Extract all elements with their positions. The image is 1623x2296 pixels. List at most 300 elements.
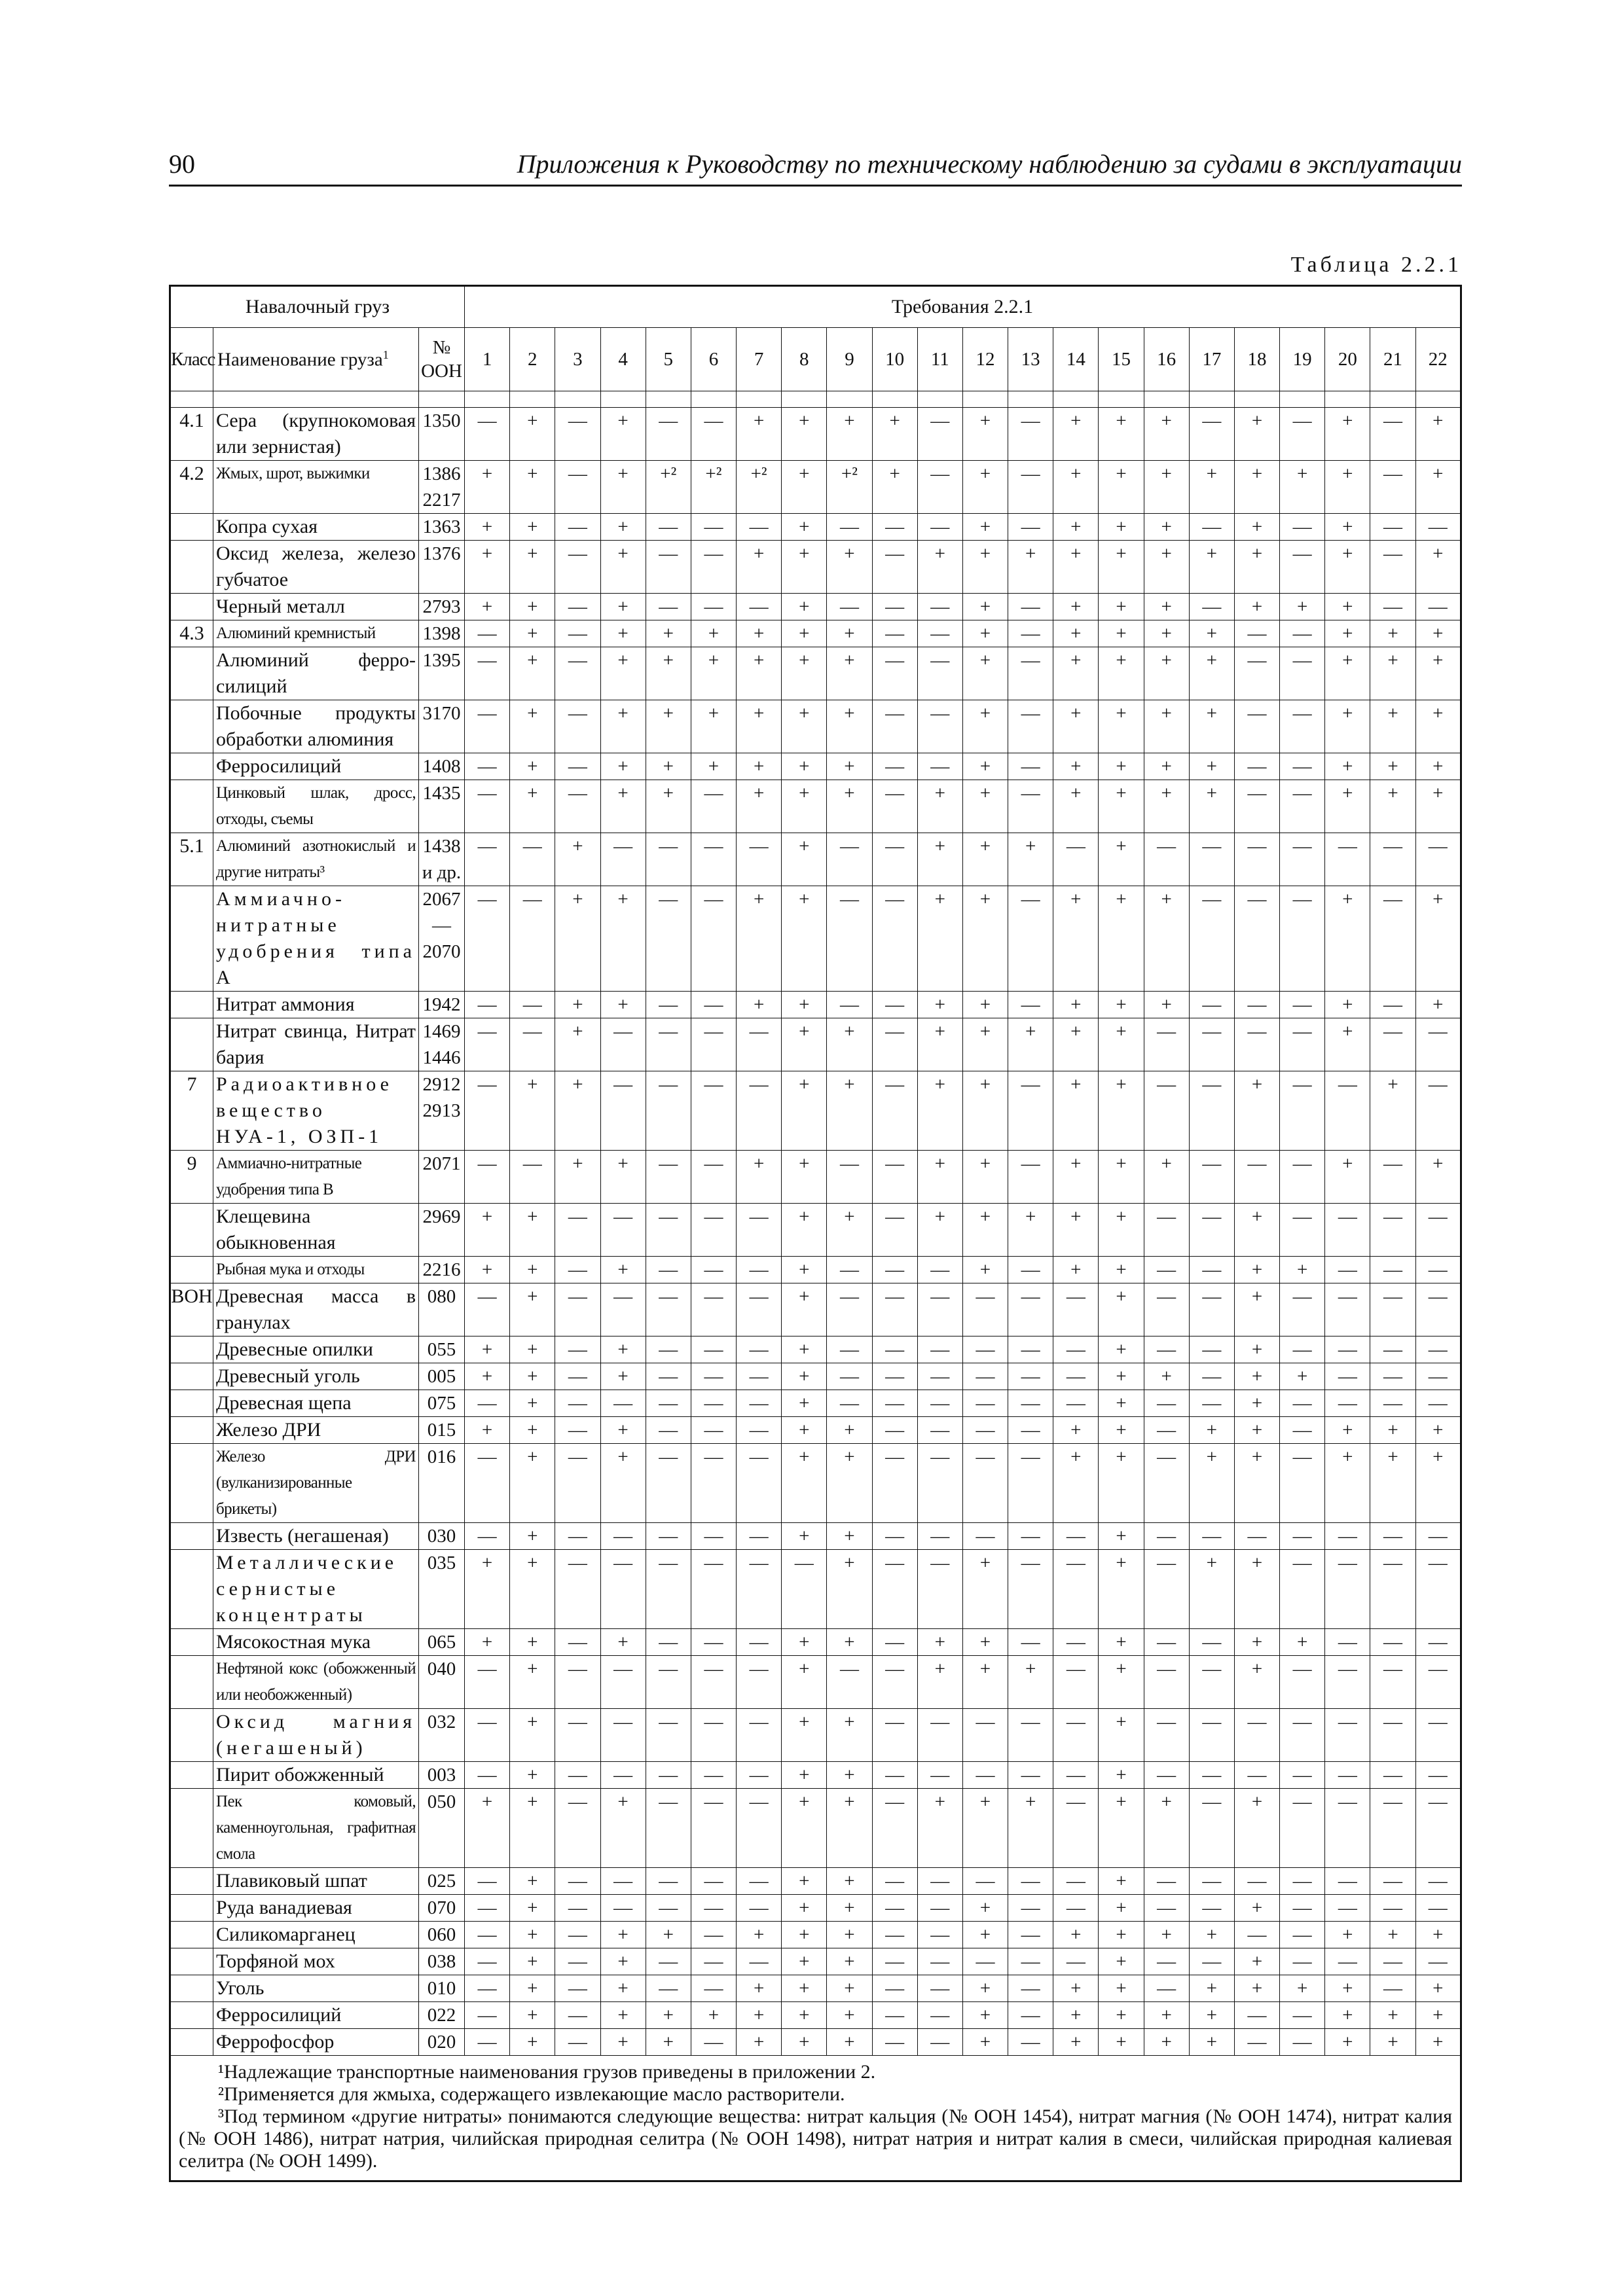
table-row xyxy=(170,620,1461,647)
cell-req-5: — xyxy=(646,1283,691,1336)
column-header-req-15: 15 xyxy=(1099,328,1144,391)
cell-req-20: — xyxy=(1325,1390,1370,1417)
cell-req-16: — xyxy=(1144,1444,1189,1523)
cell-un-number: 2071 xyxy=(419,1151,465,1204)
cell-req-19: — xyxy=(1280,833,1325,886)
cell-req-16: — xyxy=(1144,1656,1189,1709)
cell-req-21: — xyxy=(1370,1762,1415,1789)
spacer-cell xyxy=(646,391,691,408)
cell-req-9: + xyxy=(827,541,872,594)
cell-req-3: — xyxy=(555,1417,600,1444)
cell-req-11: — xyxy=(917,1948,962,1975)
cell-req-1: — xyxy=(465,1390,510,1417)
footnote-1: ¹Надлежащие транспортные наименования грузов приведены в приложении 2. xyxy=(218,2061,876,2083)
cell-req-11: + xyxy=(917,1629,962,1656)
cell-req-1: — xyxy=(465,833,510,886)
cell-req-8: + xyxy=(782,1948,827,1975)
cell-req-21: + xyxy=(1370,700,1415,753)
cell-req-14: — xyxy=(1053,1390,1099,1417)
cell-req-8: + xyxy=(782,1363,827,1390)
cell-req-10: + xyxy=(872,461,917,514)
cell-req-11: — xyxy=(917,1709,962,1762)
cell-req-16: — xyxy=(1144,1975,1189,2002)
cell-req-14: + xyxy=(1053,461,1099,514)
cell-req-10: — xyxy=(872,594,917,620)
cell-req-7: — xyxy=(737,594,782,620)
cell-req-4: + xyxy=(600,780,646,833)
cell-req-12: — xyxy=(962,1523,1008,1550)
cell-req-10: — xyxy=(872,514,917,541)
cell-req-5: — xyxy=(646,1204,691,1257)
cell-req-15: + xyxy=(1099,833,1144,886)
cell-req-2: + xyxy=(510,1363,555,1390)
cell-req-11: + xyxy=(917,1656,962,1709)
cell-req-13: — xyxy=(1008,461,1053,514)
cell-cargo-name: Рыбная мука и отходы xyxy=(213,1257,419,1283)
cell-req-18: + xyxy=(1234,1948,1279,1975)
cell-req-1: + xyxy=(465,1550,510,1629)
cell-req-13: — xyxy=(1008,1550,1053,1629)
cell-req-1: — xyxy=(465,1071,510,1151)
cell-req-11: — xyxy=(917,753,962,780)
cell-req-15: + xyxy=(1099,1283,1144,1336)
cell-req-12: + xyxy=(962,1018,1008,1071)
cell-req-14: + xyxy=(1053,594,1099,620)
cell-req-5: — xyxy=(646,1336,691,1363)
cell-req-14: — xyxy=(1053,1948,1099,1975)
cell-req-5: — xyxy=(646,541,691,594)
cell-req-10: — xyxy=(872,1789,917,1868)
cell-req-1: — xyxy=(465,1283,510,1336)
cell-req-17: + xyxy=(1189,541,1234,594)
cell-req-19: — xyxy=(1280,1151,1325,1204)
cell-cargo-name: Древесный уголь xyxy=(213,1363,419,1390)
table-row xyxy=(170,408,1461,461)
cell-req-3: — xyxy=(555,1336,600,1363)
column-header-req-16: 16 xyxy=(1144,328,1189,391)
cell-req-21: — xyxy=(1370,1550,1415,1629)
cell-req-16: — xyxy=(1144,1257,1189,1283)
cell-req-16: — xyxy=(1144,1868,1189,1895)
cell-req-19: — xyxy=(1280,992,1325,1018)
cell-req-8: + xyxy=(782,1283,827,1336)
cell-req-10: — xyxy=(872,1975,917,2002)
cell-req-4: — xyxy=(600,1390,646,1417)
table-row xyxy=(170,700,1461,753)
cell-req-13: — xyxy=(1008,1390,1053,1417)
cell-cargo-name: Цинковый шлак, дросс, отходы, съемы xyxy=(213,780,419,833)
cell-req-22: — xyxy=(1415,1868,1461,1895)
cell-req-19: — xyxy=(1280,1656,1325,1709)
cell-req-7: + xyxy=(737,2029,782,2056)
cell-req-17: — xyxy=(1189,1390,1234,1417)
cell-req-20: + xyxy=(1325,886,1370,992)
cell-req-22: — xyxy=(1415,1656,1461,1709)
cell-req-16: + xyxy=(1144,514,1189,541)
cell-class xyxy=(170,753,213,780)
cell-req-14: + xyxy=(1053,753,1099,780)
cell-req-1: — xyxy=(465,647,510,700)
cell-req-1: — xyxy=(465,408,510,461)
cell-req-20: — xyxy=(1325,1948,1370,1975)
cell-req-10: — xyxy=(872,1283,917,1336)
cell-req-6: — xyxy=(691,992,736,1018)
cell-req-1: — xyxy=(465,1444,510,1523)
cell-req-8: + xyxy=(782,1390,827,1417)
cell-req-16: — xyxy=(1144,1550,1189,1629)
cell-req-16: — xyxy=(1144,1390,1189,1417)
cell-req-6: — xyxy=(691,1336,736,1363)
cell-req-4: — xyxy=(600,1762,646,1789)
cell-req-10: — xyxy=(872,700,917,753)
cell-req-18: — xyxy=(1234,1922,1279,1948)
cell-req-13: + xyxy=(1008,1656,1053,1709)
cell-req-9: — xyxy=(827,992,872,1018)
cell-req-2: — xyxy=(510,1018,555,1071)
cell-req-19: — xyxy=(1280,886,1325,992)
cell-req-21: + xyxy=(1370,620,1415,647)
cell-req-16: + xyxy=(1144,1789,1189,1868)
cell-req-3: — xyxy=(555,753,600,780)
cell-req-19: — xyxy=(1280,1762,1325,1789)
cell-req-19: — xyxy=(1280,2029,1325,2056)
cell-req-13: — xyxy=(1008,1071,1053,1151)
cell-req-5: — xyxy=(646,514,691,541)
cell-req-18: — xyxy=(1234,992,1279,1018)
cell-req-3: — xyxy=(555,594,600,620)
cell-req-17: — xyxy=(1189,1204,1234,1257)
cell-req-6: — xyxy=(691,1868,736,1895)
cell-req-5: — xyxy=(646,992,691,1018)
table-row xyxy=(170,1709,1461,1762)
spacer-cell xyxy=(1053,391,1099,408)
cell-req-12: + xyxy=(962,1656,1008,1709)
cell-req-6: — xyxy=(691,1257,736,1283)
cell-req-10: — xyxy=(872,1629,917,1656)
cell-req-14: + xyxy=(1053,620,1099,647)
cell-req-16: + xyxy=(1144,620,1189,647)
cell-req-6: — xyxy=(691,1523,736,1550)
cell-req-15: + xyxy=(1099,1336,1144,1363)
cell-req-14: — xyxy=(1053,1709,1099,1762)
cell-req-20: — xyxy=(1325,1656,1370,1709)
cell-req-20: — xyxy=(1325,1363,1370,1390)
cell-req-19: — xyxy=(1280,1868,1325,1895)
cell-req-6: — xyxy=(691,1975,736,2002)
cell-req-4: — xyxy=(600,1550,646,1629)
cell-req-7: — xyxy=(737,1018,782,1071)
cell-req-22: + xyxy=(1415,1975,1461,2002)
cell-req-16: — xyxy=(1144,1283,1189,1336)
cell-cargo-name: Железо ДРИ xyxy=(213,1417,419,1444)
cell-req-4: + xyxy=(600,1151,646,1204)
cell-req-4: + xyxy=(600,992,646,1018)
cell-req-4: + xyxy=(600,1948,646,1975)
cell-req-22: + xyxy=(1415,1922,1461,1948)
cell-req-6: — xyxy=(691,833,736,886)
cell-req-5: — xyxy=(646,1868,691,1895)
cell-req-15: + xyxy=(1099,2002,1144,2029)
cell-req-16: — xyxy=(1144,833,1189,886)
cell-req-9: — xyxy=(827,514,872,541)
group-requirements-header: Требования 2.2.1 xyxy=(465,286,1461,328)
cell-un-number: 1376 xyxy=(419,541,465,594)
cell-req-15: + xyxy=(1099,647,1144,700)
cell-req-16: + xyxy=(1144,700,1189,753)
cell-req-8: + xyxy=(782,1018,827,1071)
cell-req-3: — xyxy=(555,1363,600,1390)
cell-req-10: — xyxy=(872,2029,917,2056)
cell-req-4: + xyxy=(600,1363,646,1390)
cell-req-12: — xyxy=(962,1336,1008,1363)
cell-req-1: — xyxy=(465,1018,510,1071)
cell-req-11: — xyxy=(917,1390,962,1417)
cell-class xyxy=(170,1789,213,1868)
cell-req-15: + xyxy=(1099,461,1144,514)
cell-req-10: — xyxy=(872,753,917,780)
cell-req-6: +² xyxy=(691,461,736,514)
cell-req-10: — xyxy=(872,1523,917,1550)
cell-req-12: + xyxy=(962,2029,1008,2056)
table-row xyxy=(170,833,1461,886)
cell-req-16: — xyxy=(1144,1895,1189,1922)
cell-req-3: — xyxy=(555,1762,600,1789)
cell-req-2: + xyxy=(510,1656,555,1709)
cell-req-8: + xyxy=(782,1762,827,1789)
cell-req-19: — xyxy=(1280,1895,1325,1922)
cell-req-5: — xyxy=(646,1975,691,2002)
cell-class xyxy=(170,514,213,541)
column-header-req-18: 18 xyxy=(1234,328,1279,391)
cell-req-9: — xyxy=(827,1390,872,1417)
cell-req-3: — xyxy=(555,780,600,833)
cell-req-4: + xyxy=(600,886,646,992)
cell-req-3: — xyxy=(555,700,600,753)
cell-req-16: — xyxy=(1144,1336,1189,1363)
cell-req-17: — xyxy=(1189,1336,1234,1363)
cell-req-18: — xyxy=(1234,1523,1279,1550)
cell-un-number: 1363 xyxy=(419,514,465,541)
cell-un-number: 060 xyxy=(419,1922,465,1948)
cell-req-13: — xyxy=(1008,1283,1053,1336)
cell-un-number: 1438 и др. xyxy=(419,833,465,886)
cell-req-14: + xyxy=(1053,541,1099,594)
cell-req-10: — xyxy=(872,1204,917,1257)
cell-req-22: + xyxy=(1415,992,1461,1018)
cell-req-2: + xyxy=(510,1709,555,1762)
cell-req-2: + xyxy=(510,1336,555,1363)
cell-req-18: + xyxy=(1234,1444,1279,1523)
cell-req-2: + xyxy=(510,780,555,833)
running-title: Приложения к Руководству по техническому наблюдению за судами в эксплуатации xyxy=(517,149,1462,179)
cell-req-7: + xyxy=(737,647,782,700)
cell-req-19: — xyxy=(1280,2002,1325,2029)
cell-req-22: — xyxy=(1415,1336,1461,1363)
column-header-req-1: 1 xyxy=(465,328,510,391)
cell-req-4: + xyxy=(600,1417,646,1444)
cell-req-19: — xyxy=(1280,1283,1325,1336)
cell-req-10: — xyxy=(872,1417,917,1444)
cell-req-1: — xyxy=(465,780,510,833)
cell-req-1: + xyxy=(465,1257,510,1283)
cell-class xyxy=(170,1550,213,1629)
cell-un-number: 1469 1446 xyxy=(419,1018,465,1071)
spacer-cell xyxy=(1144,391,1189,408)
cell-req-12: + xyxy=(962,514,1008,541)
cell-req-18: + xyxy=(1234,1363,1279,1390)
cell-req-6: + xyxy=(691,753,736,780)
cell-req-8: + xyxy=(782,461,827,514)
cell-req-13: — xyxy=(1008,700,1053,753)
cell-req-20: + xyxy=(1325,753,1370,780)
cell-cargo-name: Древесные опилки xyxy=(213,1336,419,1363)
cell-req-15: + xyxy=(1099,620,1144,647)
cell-req-13: — xyxy=(1008,780,1053,833)
cell-req-11: + xyxy=(917,1789,962,1868)
cell-req-1: + xyxy=(465,541,510,594)
cell-cargo-name: Пирит обожженный xyxy=(213,1762,419,1789)
cell-cargo-name: Древесная щепа xyxy=(213,1390,419,1417)
cell-un-number: 040 xyxy=(419,1656,465,1709)
cell-req-11: — xyxy=(917,1336,962,1363)
cell-un-number: 055 xyxy=(419,1336,465,1363)
cell-req-19: — xyxy=(1280,780,1325,833)
cell-req-3: — xyxy=(555,2002,600,2029)
cell-req-7: — xyxy=(737,1390,782,1417)
spacer-cell xyxy=(1234,391,1279,408)
cell-req-22: — xyxy=(1415,1071,1461,1151)
cell-req-14: + xyxy=(1053,700,1099,753)
cell-req-2: + xyxy=(510,1283,555,1336)
cell-req-13: — xyxy=(1008,2002,1053,2029)
cell-req-9: + xyxy=(827,1444,872,1523)
cell-req-11: — xyxy=(917,1868,962,1895)
cell-req-20: — xyxy=(1325,1629,1370,1656)
cell-req-4: + xyxy=(600,1444,646,1523)
cell-req-10: — xyxy=(872,1656,917,1709)
table-row xyxy=(170,1363,1461,1390)
cell-req-1: — xyxy=(465,700,510,753)
cell-cargo-name: Известь (негашеная) xyxy=(213,1523,419,1550)
cell-class xyxy=(170,1018,213,1071)
cell-class xyxy=(170,1975,213,2002)
cell-cargo-name: Радиоактивное вещество НУА-1, ОЗП-1 xyxy=(213,1071,419,1151)
cell-req-16: + xyxy=(1144,2029,1189,2056)
cell-req-4: — xyxy=(600,1071,646,1151)
cell-req-9: — xyxy=(827,1656,872,1709)
cell-req-22: + xyxy=(1415,1151,1461,1204)
cell-req-20: — xyxy=(1325,1709,1370,1762)
cell-req-13: — xyxy=(1008,1257,1053,1283)
cell-req-6: — xyxy=(691,408,736,461)
cell-req-11: — xyxy=(917,1523,962,1550)
cell-req-10: — xyxy=(872,1444,917,1523)
cell-req-11: — xyxy=(917,514,962,541)
cell-req-12: — xyxy=(962,1363,1008,1390)
cell-req-10: — xyxy=(872,1895,917,1922)
cell-req-14: + xyxy=(1053,1071,1099,1151)
header-row-columns xyxy=(170,328,1461,391)
cell-req-13: — xyxy=(1008,1363,1053,1390)
cell-req-8: + xyxy=(782,1656,827,1709)
cell-req-16: + xyxy=(1144,408,1189,461)
cell-class xyxy=(170,1922,213,1948)
cell-req-4: + xyxy=(600,1257,646,1283)
cell-req-20: + xyxy=(1325,461,1370,514)
cell-req-21: — xyxy=(1370,992,1415,1018)
cell-req-15: + xyxy=(1099,514,1144,541)
cell-req-22: + xyxy=(1415,700,1461,753)
cell-req-16: + xyxy=(1144,780,1189,833)
cell-req-18: + xyxy=(1234,1204,1279,1257)
cell-req-13: — xyxy=(1008,1922,1053,1948)
cell-req-11: — xyxy=(917,647,962,700)
cell-req-22: — xyxy=(1415,1948,1461,1975)
cell-req-18: + xyxy=(1234,1257,1279,1283)
cell-req-3: — xyxy=(555,1656,600,1709)
cell-req-15: + xyxy=(1099,1257,1144,1283)
cell-req-6: — xyxy=(691,1948,736,1975)
cell-req-7: — xyxy=(737,1071,782,1151)
cell-req-17: — xyxy=(1189,1363,1234,1390)
cell-req-19: — xyxy=(1280,1336,1325,1363)
spacer-cell xyxy=(962,391,1008,408)
cell-req-17: + xyxy=(1189,1922,1234,1948)
cell-req-20: + xyxy=(1325,700,1370,753)
cell-req-10: — xyxy=(872,647,917,700)
cell-req-18: + xyxy=(1234,1417,1279,1444)
cell-req-22: + xyxy=(1415,620,1461,647)
cell-req-20: — xyxy=(1325,1257,1370,1283)
cell-un-number: 2216 xyxy=(419,1257,465,1283)
cell-cargo-name: Ферросилиций xyxy=(213,753,419,780)
cell-req-12: + xyxy=(962,2002,1008,2029)
cell-req-2: + xyxy=(510,408,555,461)
cell-req-18: — xyxy=(1234,1709,1279,1762)
cell-req-13: + xyxy=(1008,541,1053,594)
table-row xyxy=(170,753,1461,780)
cell-req-9: + xyxy=(827,2029,872,2056)
cell-req-7: + xyxy=(737,886,782,992)
column-header-req-4: 4 xyxy=(600,328,646,391)
cell-req-17: — xyxy=(1189,1257,1234,1283)
cell-req-21: — xyxy=(1370,461,1415,514)
cell-req-9: + xyxy=(827,1018,872,1071)
cell-req-21: — xyxy=(1370,1895,1415,1922)
cell-req-16: — xyxy=(1144,1709,1189,1762)
table-row xyxy=(170,1444,1461,1523)
cell-req-1: — xyxy=(465,2029,510,2056)
cell-req-17: + xyxy=(1189,1417,1234,1444)
cell-req-6: — xyxy=(691,1444,736,1523)
cell-un-number: 003 xyxy=(419,1762,465,1789)
cell-req-7: + xyxy=(737,541,782,594)
cell-un-number: 1350 xyxy=(419,408,465,461)
cell-req-2: — xyxy=(510,833,555,886)
cell-req-12: — xyxy=(962,1444,1008,1523)
cell-req-22: — xyxy=(1415,1390,1461,1417)
cell-req-15: + xyxy=(1099,753,1144,780)
cell-req-8: + xyxy=(782,1895,827,1922)
spacer-cell xyxy=(872,391,917,408)
cell-req-14: + xyxy=(1053,1204,1099,1257)
cell-req-19: — xyxy=(1280,700,1325,753)
cell-req-22: — xyxy=(1415,594,1461,620)
cell-req-7: + xyxy=(737,753,782,780)
cell-class xyxy=(170,780,213,833)
cell-req-10: — xyxy=(872,1390,917,1417)
cell-req-16: + xyxy=(1144,647,1189,700)
